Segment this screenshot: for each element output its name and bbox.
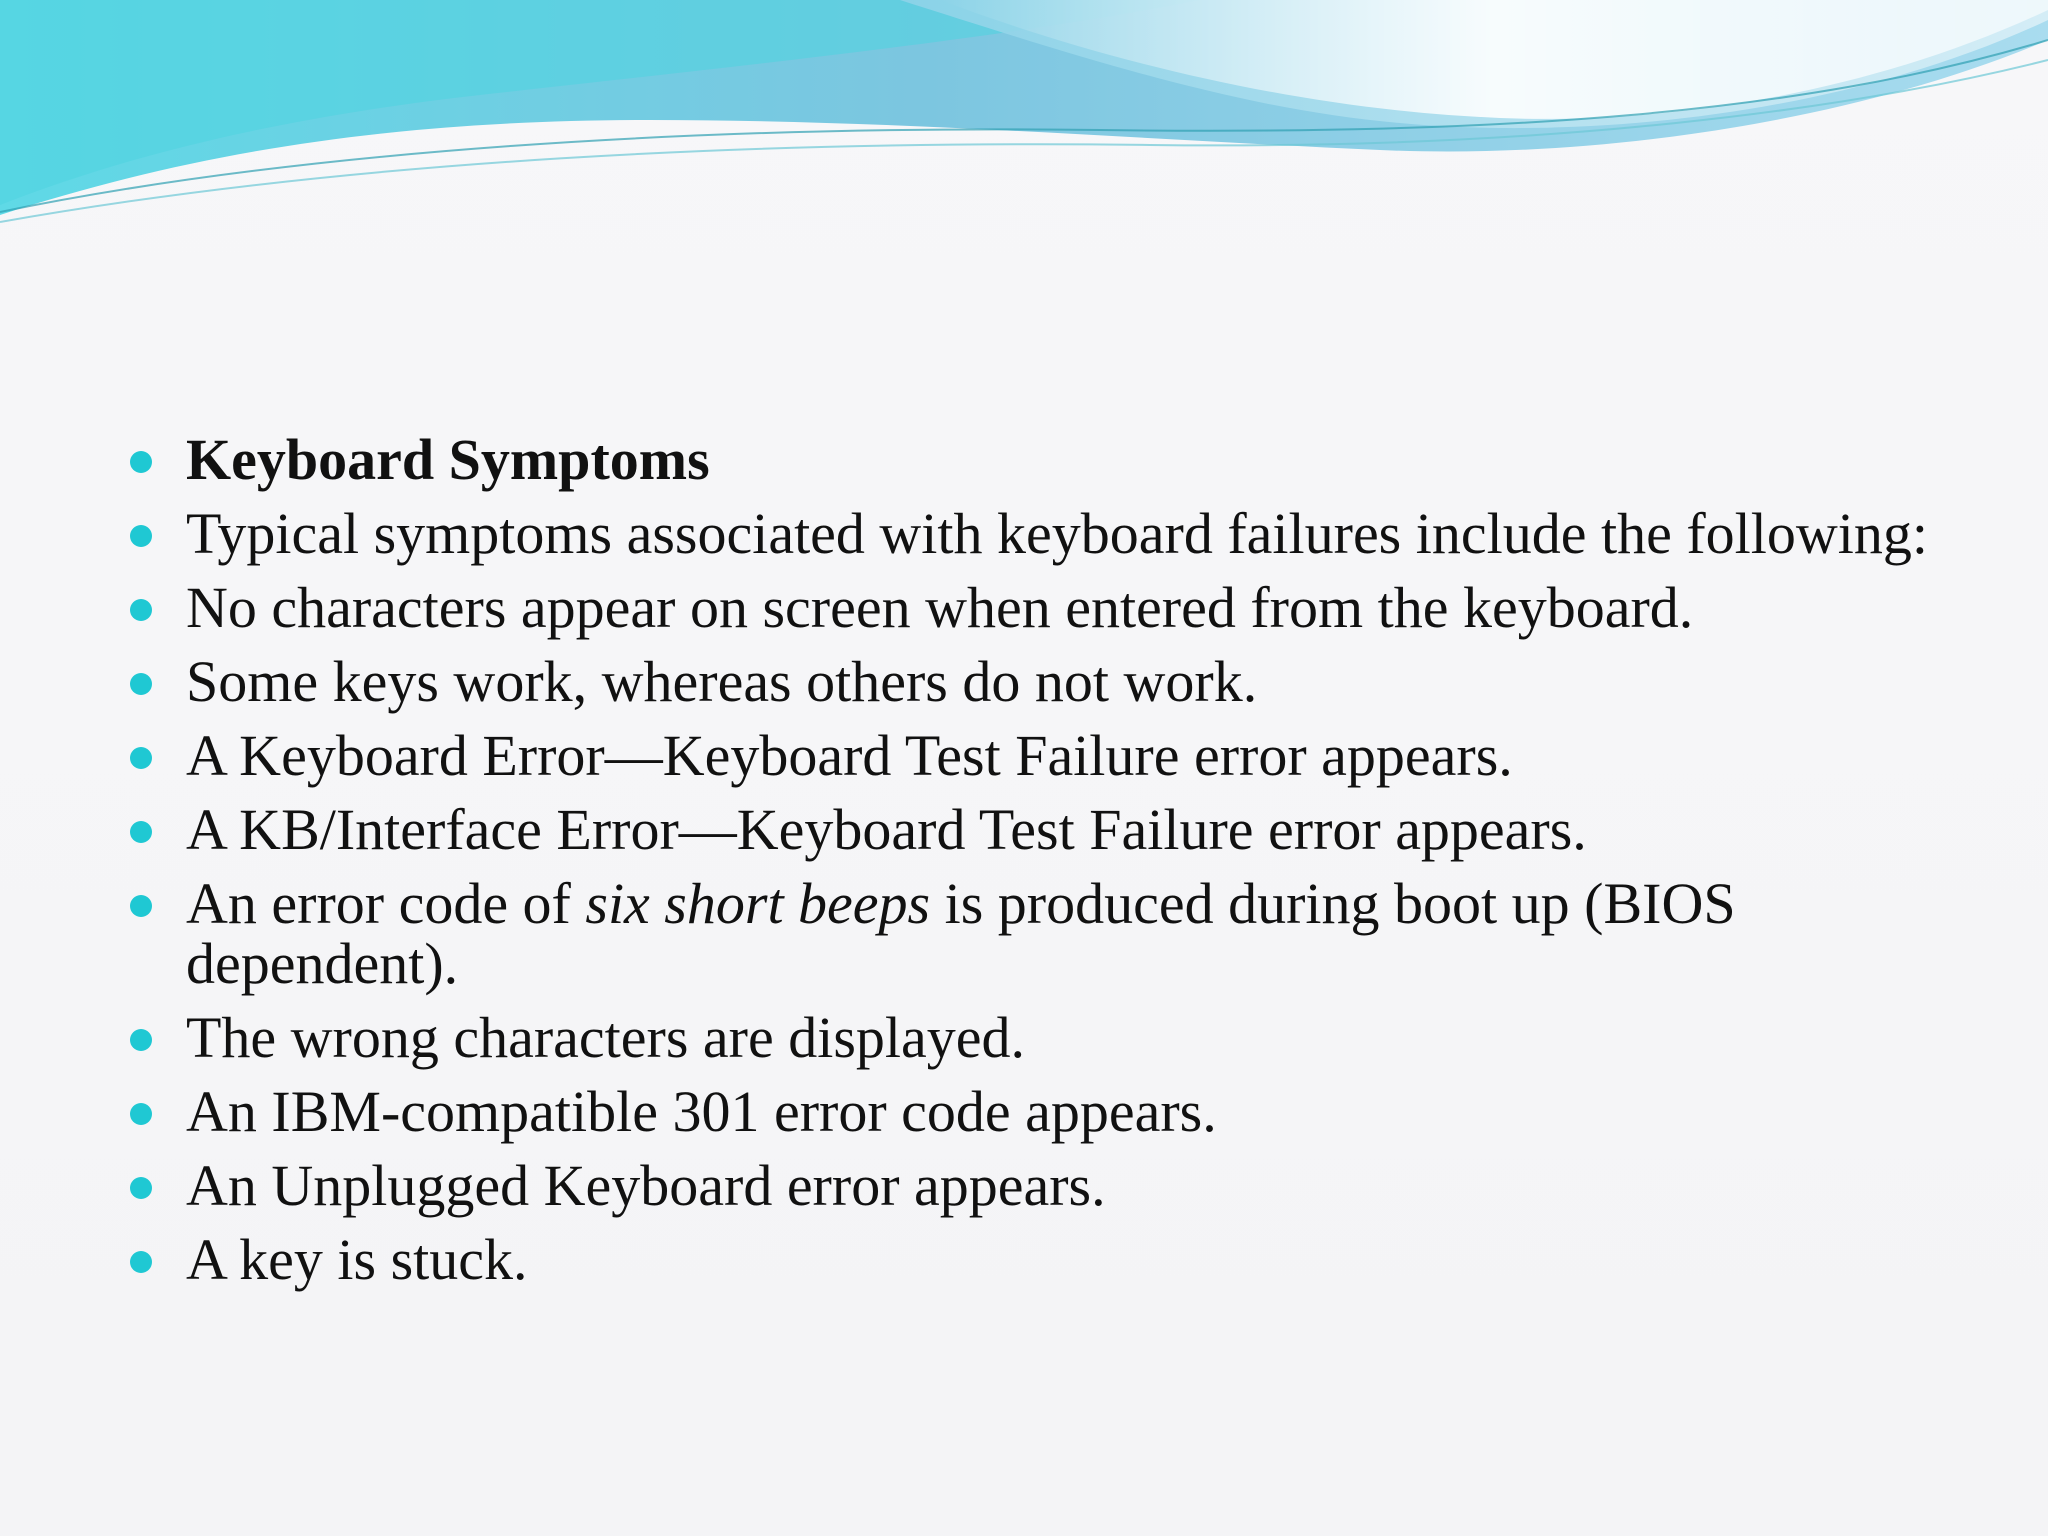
bullet-text-prefix: An error code of — [186, 871, 586, 936]
bullet-dot-icon — [130, 673, 152, 695]
bullet-dot-icon — [130, 1251, 152, 1273]
bullet-text: A KB/Interface Error—Keyboard Test Failure error appears. — [186, 797, 1587, 862]
bullet-item — [126, 871, 1986, 996]
slide-content — [126, 427, 1986, 1304]
bullet-item — [126, 1153, 1986, 1218]
bullet-text: Some keys work, whereas others do not work. — [186, 649, 1258, 714]
bullet-item — [126, 797, 1986, 862]
bullet-list — [126, 427, 1986, 1292]
bullet-text: Typical symptoms associated with keyboard failures include the following: — [186, 501, 1928, 566]
bullet-dot-icon — [130, 821, 152, 843]
bullet-dot-icon — [130, 451, 152, 473]
bullet-item-heading — [126, 427, 1986, 492]
bullet-item — [126, 1079, 1986, 1144]
bullet-text: A Keyboard Error—Keyboard Test Failure error appears. — [186, 723, 1513, 788]
bullet-dot-icon — [130, 599, 152, 621]
bullet-item — [126, 501, 1986, 566]
bullet-dot-icon — [130, 1103, 152, 1125]
bullet-dot-icon — [130, 525, 152, 547]
bullet-dot-icon — [130, 1177, 152, 1199]
bullet-item — [126, 1227, 1986, 1292]
bullet-item — [126, 1005, 1986, 1070]
bullet-text: An Unplugged Keyboard error appears. — [186, 1153, 1106, 1218]
wave-header-decoration — [0, 0, 2048, 240]
bullet-item — [126, 723, 1986, 788]
bullet-text: A key is stuck. — [186, 1227, 528, 1292]
bullet-dot-icon — [130, 747, 152, 769]
bullet-item — [126, 575, 1986, 640]
bullet-text: The wrong characters are displayed. — [186, 1005, 1025, 1070]
bullet-text-emphasis: six short beeps — [585, 871, 931, 936]
bullet-dot-icon — [130, 895, 152, 917]
bullet-item — [126, 649, 1986, 714]
heading-text: Keyboard Symptoms — [186, 427, 710, 492]
bullet-text: No characters appear on screen when entered from the keyboard. — [186, 575, 1694, 640]
bullet-text-suffix: is produced during boot up (BIOS dependent). — [186, 871, 1736, 996]
bullet-text: An IBM-compatible 301 error code appears. — [186, 1079, 1217, 1144]
bullet-dot-icon — [130, 1029, 152, 1051]
